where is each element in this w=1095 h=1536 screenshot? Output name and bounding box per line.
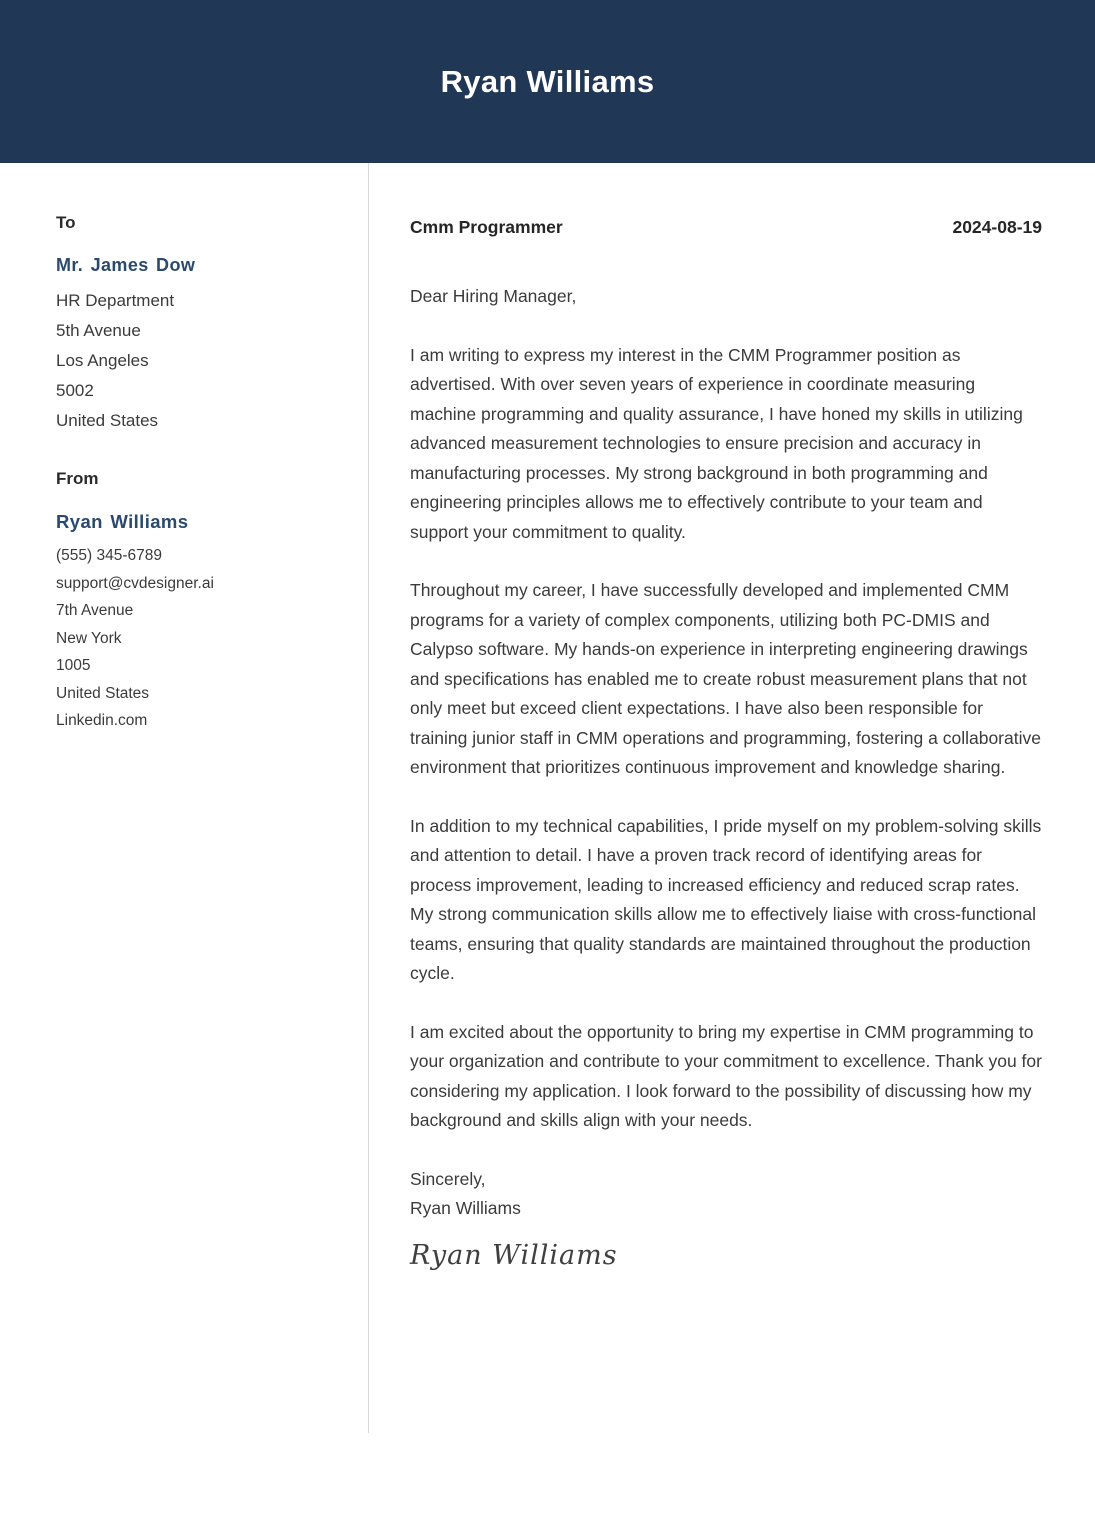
vertical-divider (368, 163, 369, 1433)
sender-zip: 1005 (56, 657, 91, 674)
recipient-city: Los Angeles (56, 351, 149, 370)
recipient-country: United States (56, 411, 159, 430)
sender-linkedin: Linkedin.com (56, 712, 148, 729)
sender-email: support@cvdesigner.ai (56, 574, 214, 592)
letter-header (0, 0, 1095, 163)
recipient-street: 5th Avenue (56, 321, 141, 340)
job-title: Cmm Programmer (410, 217, 563, 237)
to-section (56, 213, 351, 436)
from-label: From (56, 469, 99, 488)
signature-script: Ryan Williams (410, 1239, 618, 1271)
paragraph-intro: I am writing to express my interest in the CMM Programmer position as advertised. With over seven years of experience in coordinate measuring machine programming and quality assurance, I have honed my skills in utilizing advanced measurement technologies to ensure precision and accuracy in manufacturing processes. My strong background in both programming and engineering principles allows me to effectively contribute to your team and support your commitment to quality. (410, 344, 1023, 542)
salutation: Dear Hiring Manager, (410, 286, 577, 306)
from-section (56, 469, 351, 735)
closing-block (410, 1165, 1042, 1224)
closing-name: Ryan Williams (410, 1198, 521, 1218)
header-candidate-name: Ryan Williams (440, 63, 655, 99)
letter-body (410, 163, 1042, 1271)
sender-phone: (555) 345-6789 (56, 547, 162, 564)
recipient-department: HR Department (56, 291, 175, 310)
sender-name: Ryan Williams (56, 511, 189, 532)
paragraph-conclusion: I am excited about the opportunity to bring my expertise in CMM programming to your organization and contribute to your commitment to excellence. Thank you for considering my application. I look forward to the possibility of discussing how my background and skills align with your needs. (410, 1021, 1042, 1130)
to-label: To (56, 213, 76, 232)
paragraph-experience: Throughout my career, I have successfully developed and implemented CMM programs for a variety of complex components, utilizing both PC-DMIS and Calypso software. My hands-on experience in interpreting engineering drawings and specifications has enabled me to create robust measurement plans that not only meet but exceed client expectations. I have also been responsible for training junior staff in CMM operations and programming, fostering a collaborative environment that prioritizes continuous improvement and knowledge sharing. (410, 580, 1041, 777)
recipient-zip: 5002 (56, 381, 94, 400)
letter-date: 2024-08-19 (952, 217, 1042, 237)
sender-street: 7th Avenue (56, 602, 134, 619)
letter-title-row (410, 217, 1042, 238)
sender-country: United States (56, 684, 150, 702)
closing-word: Sincerely, (410, 1168, 486, 1189)
recipient-name: Mr. James Dow (56, 255, 196, 275)
sender-city: New York (56, 629, 122, 647)
sidebar (56, 163, 351, 735)
paragraph-skills: In addition to my technical capabilities, I pride myself on my problem-solving skills and attention to detail. I have a proven track record of identifying areas for process improvement, leading to increased efficiency and reduced scrap rates. My strong communication skills allow me to effectively liaise with cross-functional teams, ensuring that quality standards are maintained throughout the production cycle. (410, 815, 1042, 983)
